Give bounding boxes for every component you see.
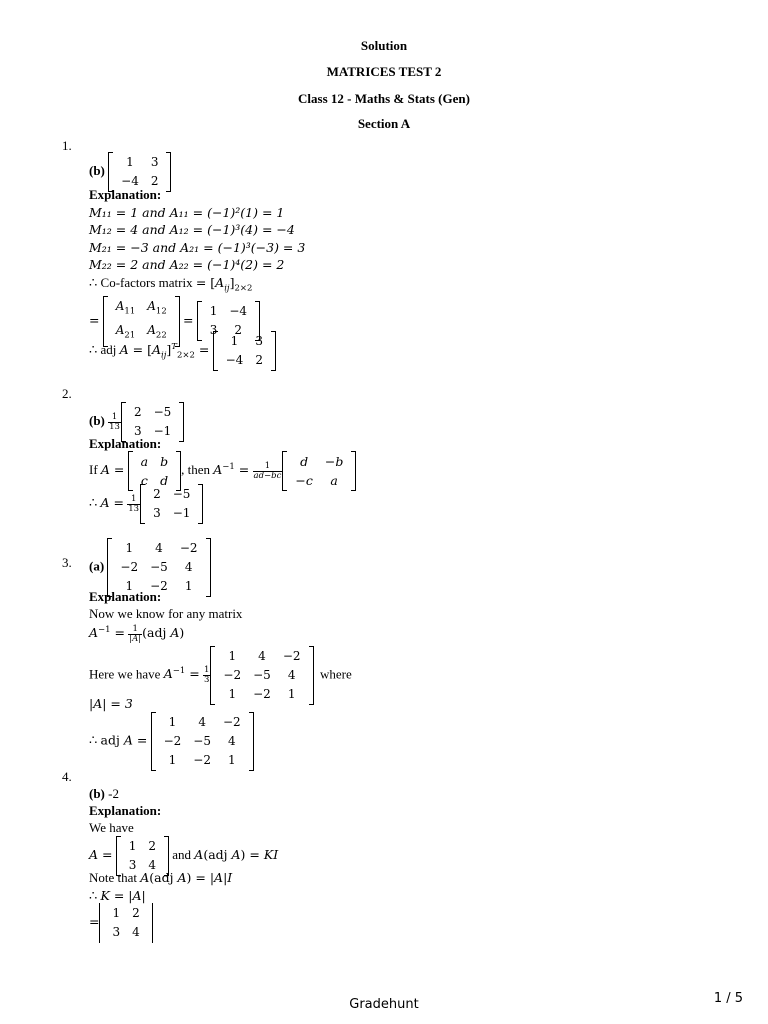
question-number: 2. — [62, 386, 72, 401]
result-matrix: 2 −5 3 −1 — [140, 484, 203, 524]
answer-option: (b) — [89, 412, 105, 428]
det-line: = 1 2 3 4 — [89, 903, 153, 943]
answer-line — [89, 152, 171, 192]
note-line: Note that A(adj A) = |A|I — [89, 870, 233, 885]
equation-line: M₂₂ = 2 and A₂₂ = (−1)⁴(2) = 2 — [89, 257, 285, 272]
explanation-label: Explanation: — [89, 589, 162, 604]
cofactor-value-matrix: 1 −4 3 2 — [197, 301, 260, 341]
determinant-line: |A| = 3 — [89, 696, 133, 711]
question-number: 1. — [62, 138, 72, 153]
general-inverse-matrix: d −b −c a — [282, 451, 356, 491]
class-title: Class 12 - Maths & Stats (Gen) — [298, 91, 470, 106]
text-line: We have — [89, 820, 134, 835]
inverse-formula-line: If A = a b c d , then $A^{-1}$ = $\frac{1}{ad-bc}$ d −b −c a — [89, 451, 356, 491]
page-heading: Solution — [360, 38, 408, 53]
answer-line: (b) $\frac{1}{13}$ 2 −5 3 −1 — [89, 402, 184, 442]
answer-line — [89, 786, 119, 802]
answer-matrix: 2 −5 3 −1 — [121, 402, 184, 442]
result-line: ∴ A = $\frac{1}{13}$ 2 −5 3 −1 — [89, 484, 203, 524]
footer-brand: Gradehunt — [349, 997, 419, 1012]
answer-option: (a) — [89, 558, 105, 574]
page-number: 1 / 5 — [713, 991, 743, 1006]
test-title: MATRICES TEST 2 — [326, 64, 442, 79]
answer-matrix: 1 4 −2 −2 −5 4 1 −2 1 — [107, 538, 210, 597]
text-line: Now we know for any matrix — [89, 606, 243, 621]
cofactor-symbol-matrix: $A_{11}$ $A_{12}$ $A_{21}$ $A_{22}$ — [103, 296, 180, 347]
here-line: Here we have $A^{-1}$ = $\frac{1}{3}$ 1 4 −2 −2 −5 4 1 −2 1 where — [89, 646, 352, 705]
section-title: Section A — [357, 116, 411, 131]
answer-matrix: 1 3 −4 2 — [108, 152, 171, 192]
answer-value: -2 — [108, 786, 119, 801]
a-matrix: 1 2 3 4 — [116, 836, 169, 876]
explanation-label: Explanation: — [89, 436, 162, 451]
cofactor-matrices: = $A_{11}$ $A_{12}$ $A_{21}$ $A_{22}$ = 1 −4 3 2 — [89, 296, 260, 347]
adj-line: ∴ adj A = 1 4 −2 −2 −5 4 1 −2 1 — [89, 712, 254, 771]
adj-matrix: 1 3 −4 2 — [213, 331, 276, 371]
explanation-label: Explanation: — [89, 187, 162, 202]
adj-line: ∴ adj $A = [A_{ij}]^T_{2\times 2}$ = 1 3 −4 2 — [89, 331, 276, 371]
question-number: 3. — [62, 555, 72, 570]
det-matrix: 1 2 3 4 — [99, 903, 152, 943]
answer-option: (b) — [89, 786, 105, 801]
k-line: ∴ K = |A| — [89, 888, 146, 903]
equation-line: M₁₂ = 4 and A₁₂ = (−1)³(4) = −4 — [89, 222, 295, 237]
adj-matrix: 1 4 −2 −2 −5 4 1 −2 1 — [151, 712, 254, 771]
question-number: 4. — [62, 769, 72, 784]
answer-option: (b) — [89, 162, 105, 178]
inverse-formula: $A^{-1}$ = $\frac{1}{|A|}$ (adj A) — [89, 623, 185, 644]
equation-line: M₁₁ = 1 and A₁₁ = (−1)²(1) = 1 — [89, 205, 285, 220]
general-matrix: a b c d — [128, 451, 181, 491]
inverse-matrix: 1 4 −2 −2 −5 4 1 −2 1 — [210, 646, 313, 705]
matrix-line: A = 1 2 3 4 and A(adj A) = KI — [89, 836, 278, 876]
explanation-label: Explanation: — [89, 803, 162, 818]
equation-line: M₂₁ = −3 and A₂₁ = (−1)³(−3) = 3 — [89, 240, 306, 255]
cofactor-line: ∴ Co-factors matrix = $[A_{ij}]_{2\times 2}$ — [89, 275, 253, 294]
